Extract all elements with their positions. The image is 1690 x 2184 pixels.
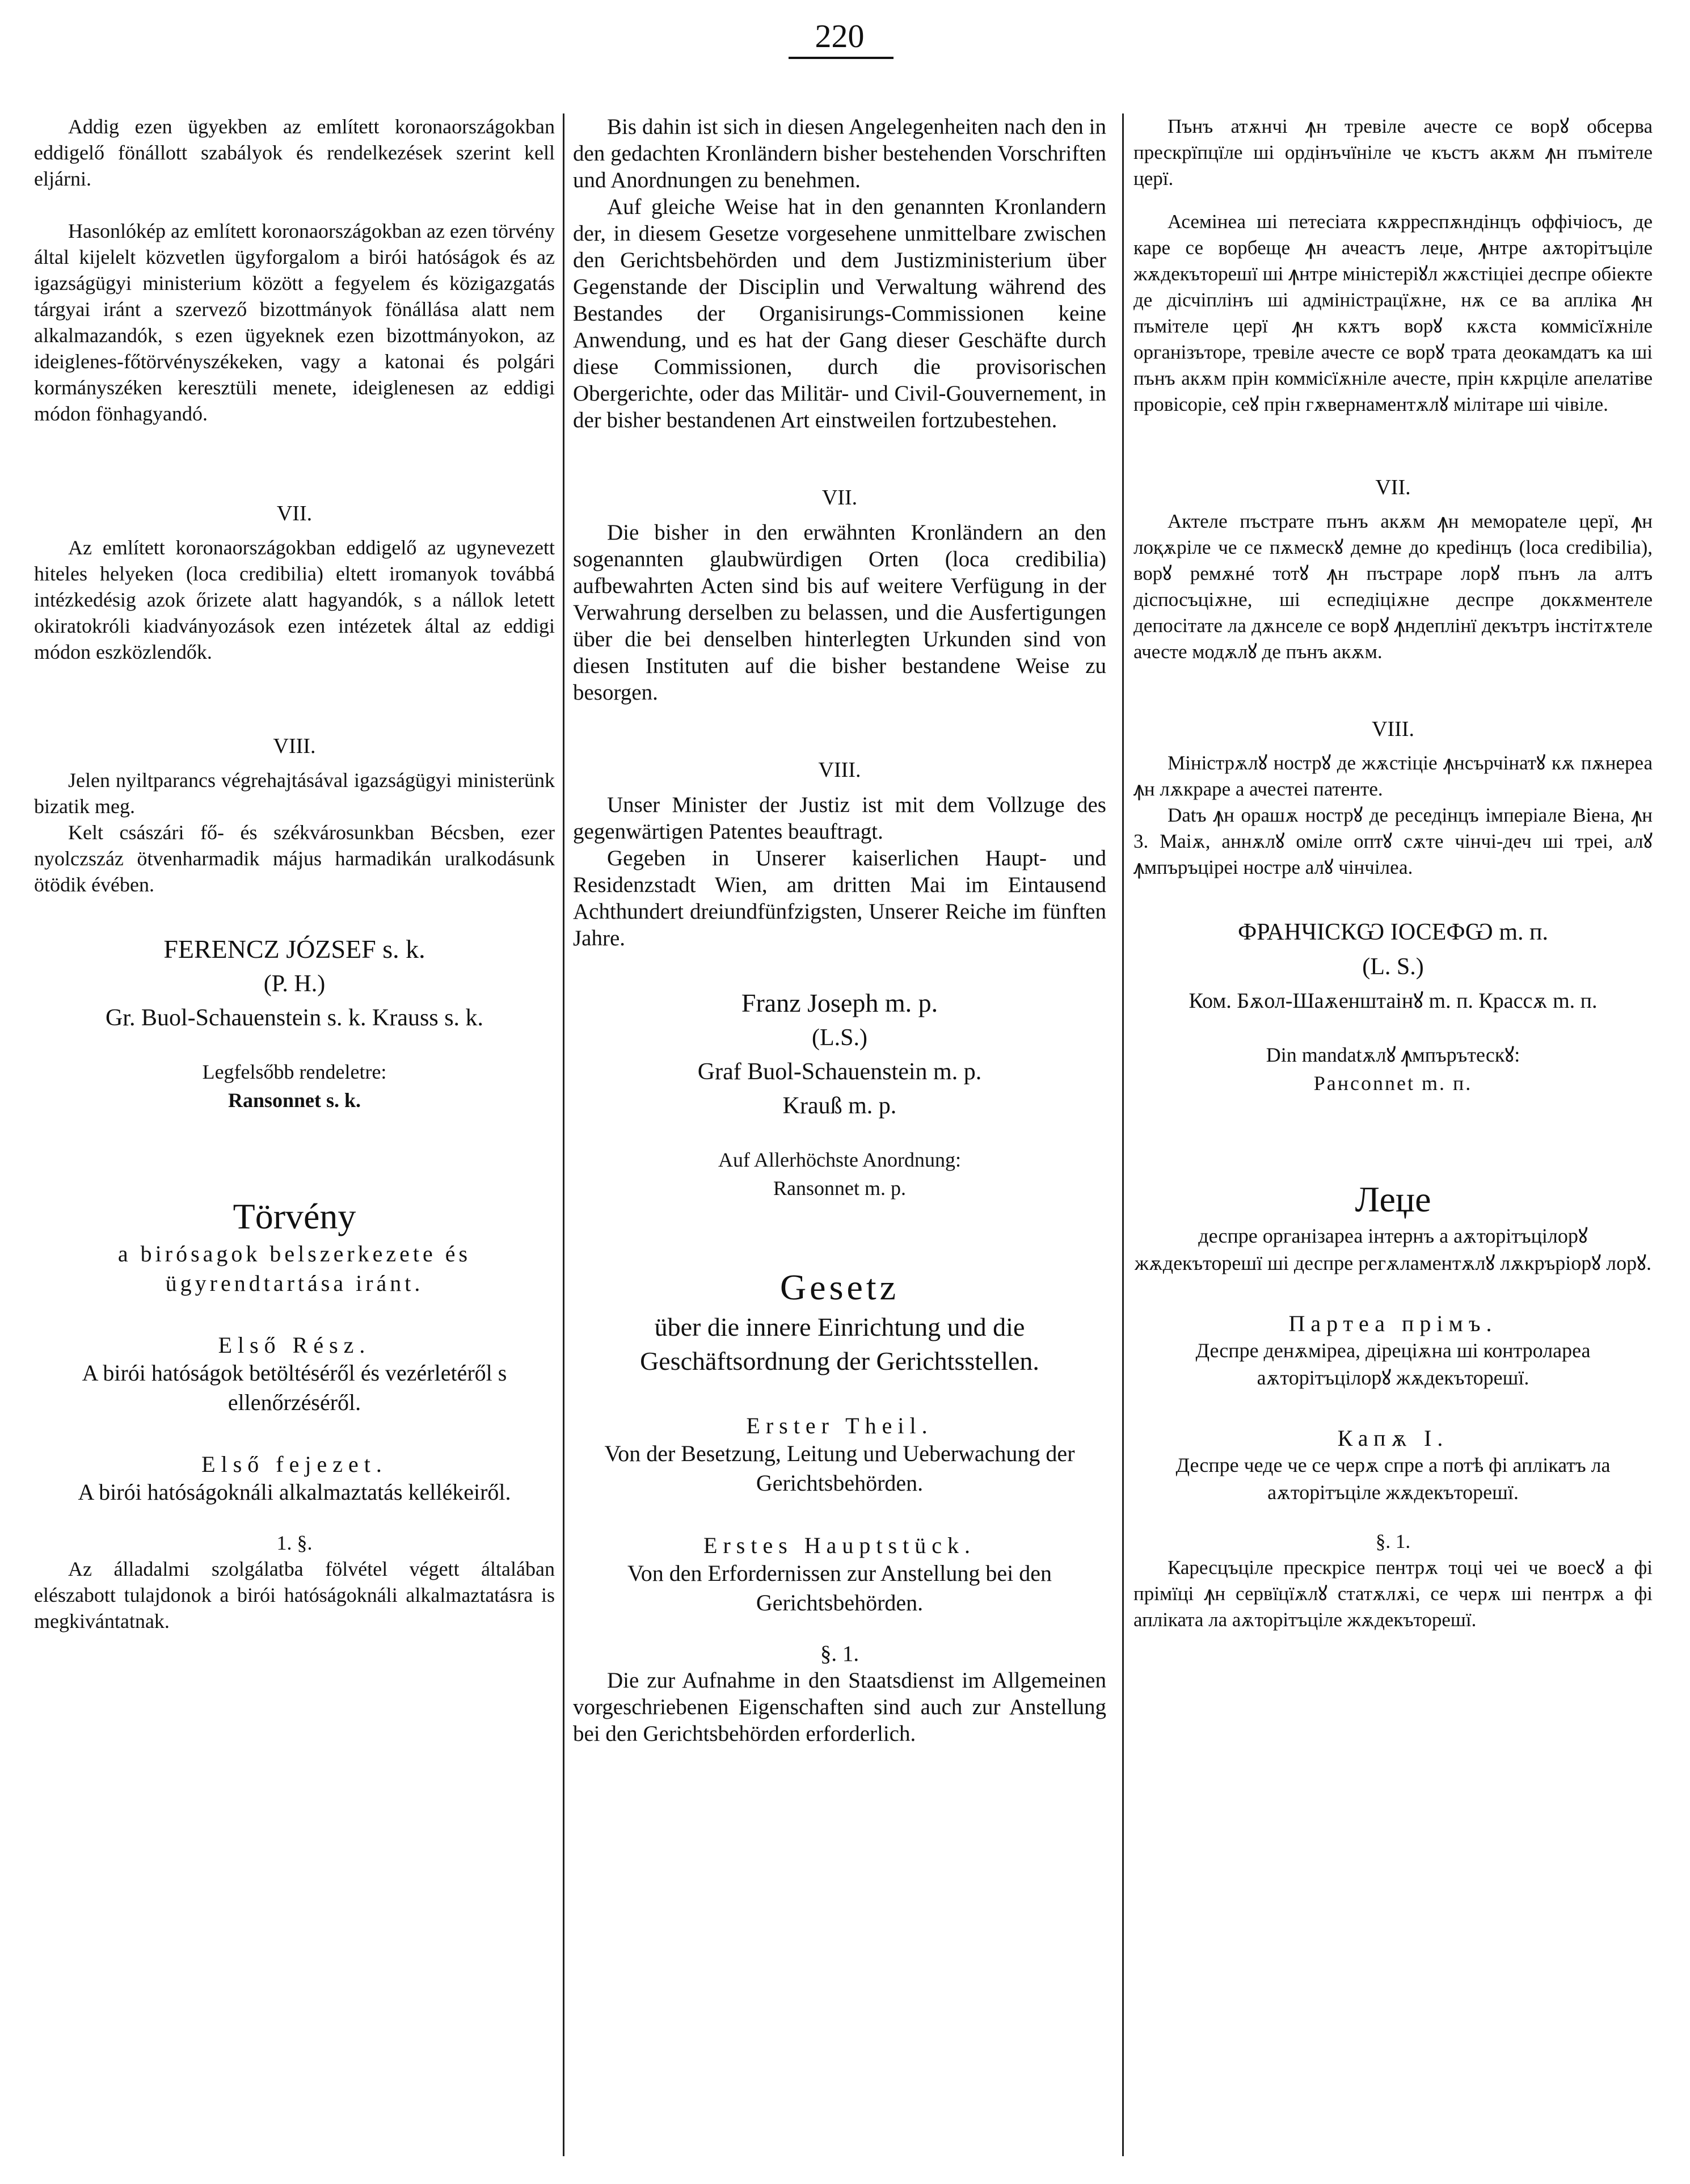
hu-section-viii bbox=[34, 733, 555, 898]
hu-signature-seal: (P. H.) bbox=[263, 971, 326, 997]
de-section-vii-text: Die bisher in den erwähnten Kronländern an den sogenannten glaubwürdigen Orten (loca credibilia) aufbewahrten Acten sind bis auf weitere Verfügung in der Verwahrung derselben zu belassen, und die Ausfertigungen über die bei denselben hinterlegten Urkunden sind von diesen Instituten auf die bisher bestandene Weise zu besorgen. bbox=[573, 520, 1106, 705]
romanian-column bbox=[1133, 113, 1653, 2162]
ro-section-vii bbox=[1133, 474, 1653, 665]
hu-paragraph-text: Az álladalmi szolgálatba fölvétel végett általában elészabott tulajdonok a birói hatóságoknáli alkalmaztatásra is megkivántatnak. bbox=[34, 1558, 555, 1632]
german-column bbox=[573, 113, 1106, 2162]
hu-paragraph-2: Hasonlókép az említett koronaországokban az ezen törvény által kijelelt közvetlen ügyforgalom a birói hatóságok és az igazságügyi ministerium között a fegyelem és közigazgatás tárgyai iránt a szervező bizottmányok fönállása alatt nem alkalmazandók, s ezen ügyeknek ezen bizottmányokon, az ideiglenes-főtörvényszékeken, vagy a katonai és polgári kormányszéken keresztüli menete, ideiglenesen az eddigi módon fönhagyandó. bbox=[34, 220, 555, 425]
ro-law-title: Леџе bbox=[1355, 1179, 1431, 1219]
hu-law-subtitle: a birósagok belszerkezete és ügyrendtartása iránt. bbox=[117, 1241, 471, 1296]
ro-section-viii-number: VIII. bbox=[1372, 717, 1414, 741]
hu-section-vii-number: VII. bbox=[276, 502, 313, 525]
hu-signature-order: Legfelsőbb rendeletre: bbox=[202, 1061, 387, 1083]
de-chapter-title: Erstes Hauptstück. bbox=[703, 1533, 976, 1558]
de-signature-minister-2: Krauß m. p. bbox=[782, 1093, 897, 1119]
ro-paragraph-1: Пънъ атѫнчі ꙟн тревіле ачесте се ворꙋ обсерва прескрїпцїле ші ордінъчїніле че къстъ акѫм ꙟн пъмітеле церї. bbox=[1133, 115, 1653, 190]
de-law-title: Gesetz bbox=[779, 1267, 900, 1307]
ro-law-subtitle: деспре організареа інтернъ а аѫторітъцілорꙋ жѫдекъторешї ші деспре регѫламентѫлꙋ лѫкръріорꙋ лорꙋ. bbox=[1135, 1224, 1651, 1274]
ro-chapter-title: Капѫ І. bbox=[1337, 1425, 1449, 1451]
hu-section-viii-text-2: Kelt császári fő- és székvárosunkban Bécsben, ezer nyolczszáz ötvenharmadik május harmadikán uralkodásunk ötödik évében. bbox=[34, 821, 555, 896]
hu-section-vii-text: Az említett koronaországokban eddigelő az ugynevezett hiteles helyeken (loca credibilia) eltett iromanyok továbbá intézkedésig azok őrizete alatt hagyandók, s a nállok letett okiratokróli kiadványozások ezen intézetek által az eddigi módon eszközlendők. bbox=[34, 536, 555, 663]
de-signature-order: Auf Allerhöchste Anordnung: bbox=[718, 1148, 961, 1171]
hu-paragraph-number: 1. §. bbox=[276, 1531, 313, 1554]
de-signature-block bbox=[573, 986, 1106, 1202]
ro-section-viii bbox=[1133, 716, 1653, 881]
ro-section-vii-text: Актеле пъстрате пънъ акѫм ꙟн мемораteле церї, ꙟн лоқѫріле че се пѫмескꙋ демне до креdінцъ (loca credibilia), ворꙋ ремѫнé тотꙋ ꙟн пъстраре лорꙋ пънъ ла алтъ діспосъціѫне, ші еспедіціѫне деспре докѫментеле депосітате ла дѫнселе се ворꙋ ꙟндеплінï декътръ інстітѫтеле ачесте модѫлꙋ де пънъ акѫм. bbox=[1133, 510, 1653, 663]
ro-section-vii-number: VII. bbox=[1375, 475, 1411, 499]
hu-section-viii-text-1: Jelen nyiltparancs végrehajtásával igazságügyi ministerünk bizatik meg. bbox=[34, 769, 555, 818]
de-part-title: Erster Theil. bbox=[746, 1413, 933, 1438]
hu-signature-emperor: FERENCZ JÓZSEF s. k. bbox=[163, 935, 425, 963]
de-part-subtitle: Von der Besetzung, Leitung und Ueberwachung der Gerichtsbehörden. bbox=[604, 1441, 1075, 1496]
hu-part-title: Első Rész. bbox=[218, 1332, 371, 1358]
de-signature-secretary: Ransonnet m. p. bbox=[773, 1177, 906, 1200]
ro-section-viii-text-1: Мініcтрѫлꙋ ноcтрꙋ де жѫстіціе ꙟнсърчінатꙋ кѫ пѫнереа ꙟн лѫкраре а ачестеі патенте. bbox=[1133, 752, 1653, 800]
de-chapter-subtitle: Von den Erfordernissen zur Anstellung bei den Gerichtsbehörden. bbox=[627, 1560, 1052, 1615]
ro-signature-order: Din mandatѫлꙋ ꙟмпърътескꙋ: bbox=[1266, 1043, 1520, 1066]
ro-signature-emperor: ФРАНЧІСКѠ ІОСЕФѠ m. п. bbox=[1238, 919, 1548, 945]
hu-law-title: Törvény bbox=[233, 1196, 356, 1236]
hu-signature-secretary: Ransonnet s. k. bbox=[227, 1089, 361, 1112]
hungarian-column bbox=[34, 113, 555, 2162]
ro-paragraph-text: Каресцъціле прескрісе пентрѫ тоці чеі че воесꙋ а фі прімїці ꙟн сервїцїѫлꙋ статѫлѫі, се черѫ ші пентрѫ а фі апліката ла аѫторітъціле жѫдекъторешї. bbox=[1133, 1556, 1653, 1631]
ro-part-subtitle: Деспре денѫміреа, діреціѫна ші контролареа аѫторітъцілорꙋ жѫдекъторешї. bbox=[1195, 1339, 1591, 1389]
ro-signature-seal: (L. S.) bbox=[1362, 954, 1424, 980]
ro-signature-block bbox=[1133, 915, 1653, 1097]
de-signature-seal: (L.S.) bbox=[812, 1025, 867, 1051]
hu-paragraph-1: Addig ezen ügyekben az említett koronaországokban eddigelő fönállott szabályok és rendelkezések szerint kell eljárni. bbox=[34, 115, 555, 190]
de-law-subtitle: über die innere Einrichtung und die Geschäftsordnung der Gerichtsstellen. bbox=[640, 1312, 1039, 1375]
column-divider-right bbox=[1122, 113, 1124, 2156]
de-paragraph-1: Bis dahin ist sich in diesen Angelegenheiten nach den in den gedachten Kronländern bisher bestehenden Vorschriften und Anordnungen zu benehmen. bbox=[573, 115, 1106, 192]
header-rule bbox=[789, 57, 894, 59]
hu-part-subtitle: A birói hatóságok betöltéséről és vezérletéről s ellenőrzéséről. bbox=[82, 1360, 507, 1415]
de-paragraph-2: Auf gleiche Weise hat in den genannten Kronlandern der, in diesem Gesetze vorgesehene unmittelbare zwischen den Gerichtsbehörden und dem Justizministerium über Gegenstande der Disciplin und Verwaltung während des Bestandes der Organisirungs-Commissionen keine Anwendung, und es hat der Gang dieser Geschäfte durch diese Commissionen, durch die provisorischen Obergerichte, oder das Militär- und Civil-Gouvernement, in der bisher bestandenen Art einstweilen fortzubestehen. bbox=[573, 195, 1106, 432]
hu-section-viii-number: VIII. bbox=[273, 734, 316, 758]
de-section-vii-number: VII. bbox=[821, 486, 858, 510]
ro-part-title: Партеа прімъ. bbox=[1288, 1311, 1498, 1336]
de-paragraph-text: Die zur Aufnahme in den Staatsdienst im Allgemeinen vorgeschriebenen Eigenschaften sind auch zur Anstellung bei den Gerichtsbehörden erforderlich. bbox=[573, 1668, 1106, 1746]
de-section-viii-number: VIII. bbox=[818, 758, 861, 782]
de-section-viii-text-2: Gegeben in Unserer kaiserlichen Haupt- und Residenzstadt Wien, am dritten Mai im Eintausend Achthundert dreiundfünfzigsten, Unserer Reiche im fünften Jahre. bbox=[573, 846, 1106, 950]
hu-chapter-title: Első fejezet. bbox=[201, 1451, 387, 1477]
de-paragraph-number: §. 1. bbox=[820, 1642, 859, 1666]
ro-signature-ministers: Ком. Бѫол-Шаѫенштаінꙋ m. п. Крассѫ m. п. bbox=[1189, 989, 1598, 1013]
ro-signature-secretary: Ранconnet m. п. bbox=[1313, 1072, 1473, 1095]
ro-paragraph-2: Асемінеа ші петесіата кѫрреспѫндінцъ оффічіосъ, де каре се ворбеще ꙟн ачеастъ леџе, ꙟнтре аѫторітъціле жѫдекъторешї ші ꙟнтре мініcтеріꙋл жѫстіціеі деспре обіекте де дісчіплінъ ші адміністрацїѫне, нѫ се ва апліка ꙟн пъмітеле церї ꙟн кѫтъ ворꙋ кѫста коммісїѫніле організъторе, тревіле ачесте се ворꙋ трата деокамдатъ ка ші пънъ акѫм прін коммісїѫніле ачесте, прін кѫрціле апелатіве провісоріе, сеꙋ прін гѫвернаментѫлꙋ мілітаре ші чівіле. bbox=[1133, 211, 1653, 415]
ro-paragraph-number: §. 1. bbox=[1375, 1530, 1411, 1552]
column-divider-left bbox=[563, 113, 564, 2156]
ro-chapter-subtitle: Деспре чеде че се черѫ спре а потѣ фі аплікатъ ла аѫторітъціле жѫдекъторешї. bbox=[1175, 1454, 1611, 1504]
de-section-viii-text-1: Unser Minister der Justiz ist mit dem Vollzuge des gegenwärtigen Patentes beauftragt. bbox=[573, 793, 1106, 844]
page-number: 220 bbox=[815, 18, 865, 54]
hu-signature-block bbox=[34, 932, 555, 1114]
hu-signature-ministers: Gr. Buol-Schauenstein s. k. Krauss s. k. bbox=[105, 1005, 484, 1031]
de-signature-minister-1: Graf Buol-Schauenstein m. p. bbox=[697, 1059, 982, 1085]
ro-section-viii-text-2: Datъ ꙟн орашѫ ноcтрꙋ де реседінцъ імперіале Віена, ꙟн 3. Маіѫ, аннѫлꙋ оміле оптꙋ сѫте чінчі-деч ші треі, алꙋ ꙟмпъръціреі ноcтре алꙋ чінчілеа. bbox=[1133, 804, 1653, 878]
de-section-viii bbox=[573, 757, 1106, 952]
de-signature-emperor: Franz Joseph m. p. bbox=[741, 988, 938, 1017]
hu-section-vii bbox=[34, 500, 555, 665]
hu-chapter-subtitle: A birói hatóságoknáli alkalmaztatás kellékeiről. bbox=[78, 1479, 511, 1505]
de-section-vii bbox=[573, 485, 1106, 706]
